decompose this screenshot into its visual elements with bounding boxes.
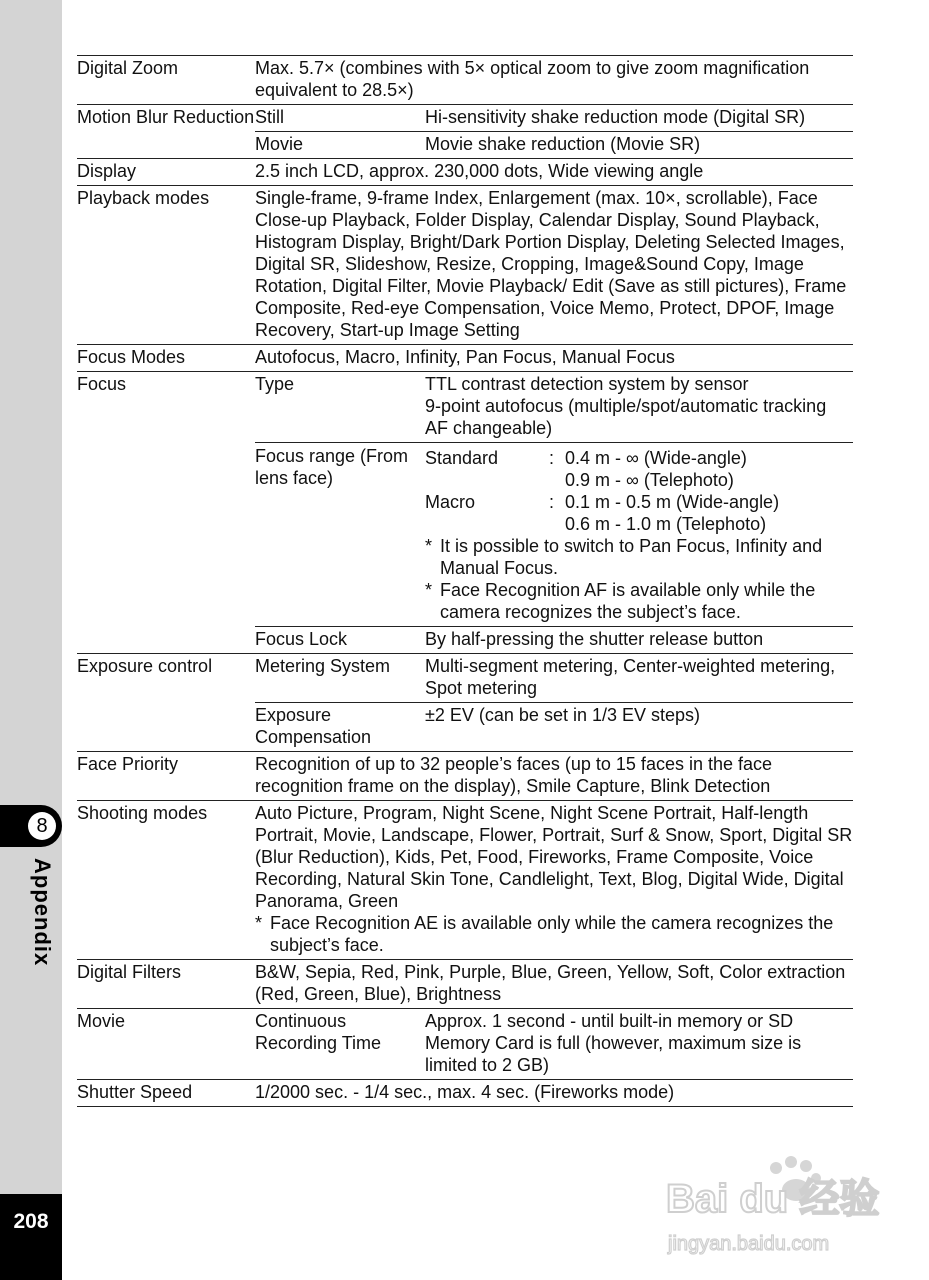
spec-row-motion-blur [77,105,853,132]
spec-label: Playback modes [77,186,255,345]
range-standard: Standard : 0.4 m - ∞ (Wide-angle) 0.9 m - ∞ (Telephoto) [425,448,747,490]
spec-value: Recognition of up to 32 people’s faces (up to 15 faces in the face recognition frame on the display), Smile Capture, Blink Detection [255,752,853,801]
baidu-watermark [658,1150,898,1270]
spec-value: Approx. 1 second - until built-in memory or SD Memory Card is full (however, maximum size is limited to 2 GB) [425,1009,853,1080]
spec-value: By half-pressing the shutter release button [425,627,853,654]
spec-value [425,372,853,443]
spec-label: Digital Filters [77,960,255,1009]
spec-label: Display [77,159,255,186]
sub-label: Focus range (From lens face) [255,443,425,627]
spec-row-exposure [77,654,853,703]
range-macro: Macro : 0.1 m - 0.5 m (Wide-angle) 0.6 m - 1.0 m (Telephoto) [425,492,780,534]
spec-value: 1/2000 sec. - 1/4 sec., max. 4 sec. (Fireworks mode) [255,1080,853,1107]
sub-label: Exposure Compensation [255,703,425,752]
spec-row-movie [77,1009,853,1080]
spec-value: Multi-segment metering, Center-weighted metering, Spot metering [425,654,853,703]
sub-label: Movie [255,132,425,159]
page-number-box [0,1194,62,1280]
chapter-title: Appendix [30,858,55,967]
spec-value: Single-frame, 9-frame Index, Enlargement (max. 10×, scrollable), Face Close-up Playback, Folder Display, Calendar Display, Sound Playback, Histogram Display, Bright/Dark Portion Display, Deleting Selected Images, Digital SR, Slideshow, Resize, Cropping, Image&Sound Copy, Image Rotation, Digital Filter, Movie Playback/ Edit (Save as still pictures), Frame Composite, Red-eye Compensation, Voice Memo, Protect, DPOF, Image Recovery, Start-up Image Setting [255,186,853,345]
spec-label: Shutter Speed [77,1080,255,1107]
focus-type-line-2: 9-point autofocus (multiple/spot/automatic tracking AF changeable) [425,396,827,438]
spec-row-shutter [77,1080,853,1107]
spec-label: Focus Modes [77,345,255,372]
spec-value: 2.5 inch LCD, approx. 230,000 dots, Wide viewing angle [255,159,853,186]
spec-value: Movie shake reduction (Movie SR) [425,132,853,159]
page-number: 208 [13,1210,49,1233]
shooting-note: * Face Recognition AE is available only while the camera recognizes the subject’s face. [255,913,834,955]
spec-value: Max. 5.7× (combines with 5× optical zoom to give zoom magnification equivalent to 28.5×) [255,56,853,105]
chapter-number: 8 [28,812,56,840]
spec-row-shooting-modes [77,801,853,960]
focus-type-line-1: TTL contrast detection system by sensor [425,374,749,394]
spec-label: Shooting modes [77,801,255,960]
spec-row-face-priority [77,752,853,801]
spec-row-focus [77,372,853,443]
focus-note: * It is possible to switch to Pan Focus, Infinity and Manual Focus. [425,536,823,578]
paw-toe [770,1162,782,1174]
spec-value [425,443,853,627]
spec-label: Movie [77,1009,255,1080]
spec-label: Exposure control [77,654,255,752]
spec-value: Autofocus, Macro, Infinity, Pan Focus, Manual Focus [255,345,853,372]
spec-row-display [77,159,853,186]
spec-row-digital-zoom [77,56,853,105]
spec-label: Digital Zoom [77,56,255,105]
spec-value: B&W, Sepia, Red, Pink, Purple, Blue, Green, Yellow, Soft, Color extraction (Red, Green, Blue), Brightness [255,960,853,1009]
spec-value: Hi-sensitivity shake reduction mode (Digital SR) [425,105,853,132]
spec-row-digital-filters [77,960,853,1009]
spec-row-playback [77,186,853,345]
spec-label: Face Priority [77,752,255,801]
paw-toe [785,1156,797,1168]
spec-row-focus-modes [77,345,853,372]
spec-value: Auto Picture, Program, Night Scene, Night Scene Portrait, Half-length Portrait, Movie, Landscape, Flower, Portrait, Surf & Snow, Sport, Digital SR (Blur Reduction), Kids, Pet, Food, Fireworks, Frame Composite, Voice Recording, Natural Skin Tone, Candlelight, Text, Blog, Digital Wide, Digital Panorama, Green * Face Recognition AE is available only while the camera recognizes the subject’s face. [255,801,853,960]
sub-label: Focus Lock [255,627,425,654]
spec-value: ±2 EV (can be set in 1/3 EV steps) [425,703,853,752]
spec-label: Focus [77,372,255,654]
watermark-brand: Bai du 经验 [666,1177,880,1221]
sub-label: Metering System [255,654,425,703]
spec-table [77,55,853,1107]
sub-label: Still [255,105,425,132]
sub-label: Continuous Recording Time [255,1009,425,1080]
spec-label: Motion Blur Reduction [77,105,255,159]
watermark-url: jingyan.baidu.com [668,1233,830,1255]
focus-note: * Face Recognition AF is available only while the camera recognizes the subject’s face. [425,580,816,622]
paw-toe [800,1160,812,1172]
sub-label: Type [255,372,425,443]
side-margin-bar [0,0,62,1280]
